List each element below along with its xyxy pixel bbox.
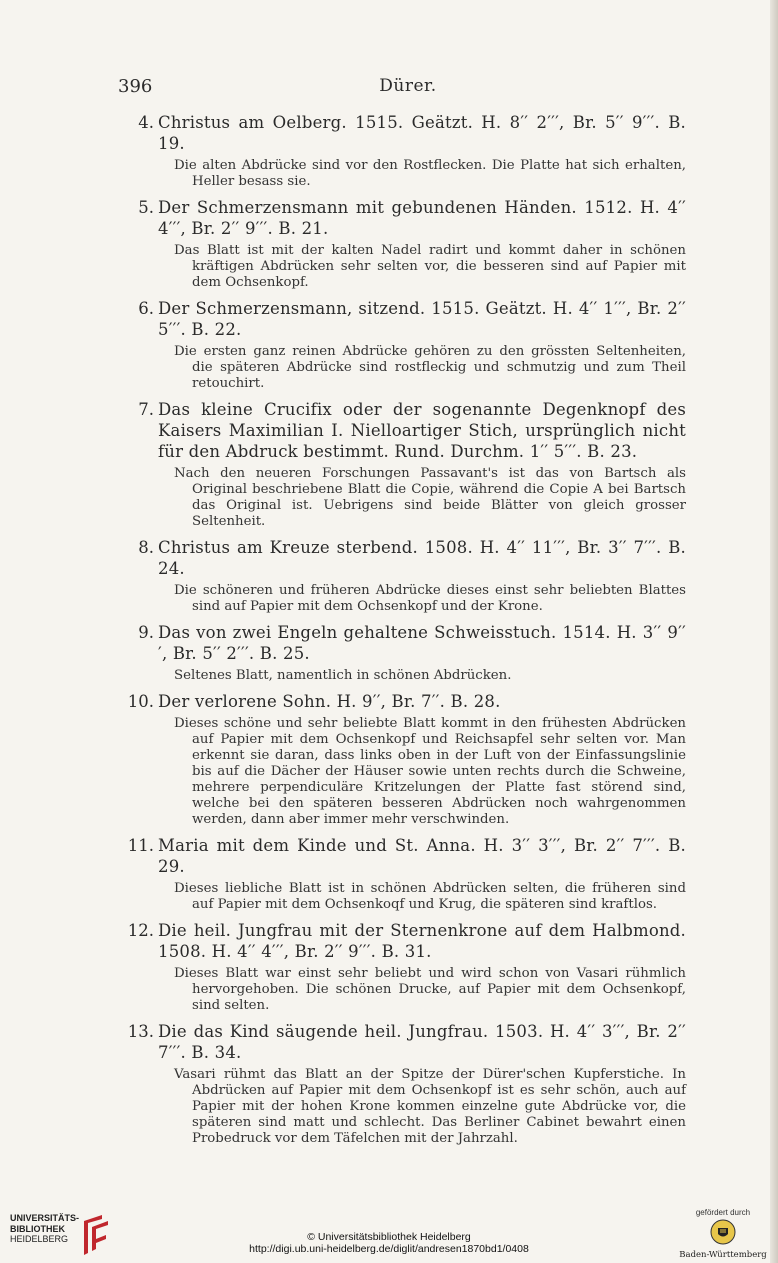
entry-note: Dieses schöne und sehr beliebte Blatt kommt in den frühesten Abdrücken auf Papier mit dem Ochsenkopf und Reichsapfel sehr selten vor. Man erkennt sie daran, dass links oben in der Luft von der Einfassungslinie bis auf die Dächer der Häuser sowie unten rechts durch die Schweine, mehrere perpendiculäre Kritzelungen der Platte fast störend sind, welche bei den späteren besseren Abdrücken noch wahrgenommen werden, dann aber immer mehr verschwinden. [174,716,686,827]
entry-note: Die alten Abdrücke sind vor den Rostflecken. Die Platte hat sich erhalten, Heller besass sie. [174,158,686,189]
entry-title: Christus am Kreuze sterbend. 1508. H. 4′′ 11′′′, Br. 3′′ 7′′′. B. 24. [158,538,686,578]
entry-note: Nach den neueren Forschungen Passavant's ist das von Bartsch als Original beschriebene Blatt die Copie, während die Copie A bei Bartsch das Original ist. Uebrigens sind beide Blätter von gleich grosser Seltenheit. [174,466,686,529]
permalink-url[interactable]: http://digi.ub.uni-heidelberg.de/diglit/andresen1870bd1/0408 [249,1243,529,1255]
catalogue-entry [118,691,686,828]
catalogue-entry [118,298,686,392]
entry-title: Das kleine Crucifix oder der sogenannte Degenknopf des Kaisers Maximilian I. Nielloartiger Stich, ursprünglich nicht für den Abdruck bestimmt. Rund. Durchm. 1′′ 5′′′. B. 23. [158,400,686,461]
library-name-line: UNIVERSITÄTS- [10,1213,80,1223]
entry-note: Das Blatt ist mit der kalten Nadel radirt und kommt daher in schönen kräftigen Abdrücken sehr selten vor, die besseren sind auf Papier mit dem Ochsenkopf. [174,243,686,290]
entry-number: 10. [127,692,154,711]
funder-name: Baden-Württemberg [679,1250,767,1260]
catalogue-entry [118,920,686,1014]
entry-title: Der verlorene Sohn. H. 9′′, Br. 7′′. B. 28. [158,692,501,711]
entry-note: Die schöneren und früheren Abdrücke dieses einst sehr beliebten Blattes sind auf Papier mit dem Ochsenkopf und der Krone. [174,583,686,614]
entry-title: Die das Kind säugende heil. Jungfrau. 1503. H. 4′′ 3′′′, Br. 2′′ 7′′′. B. 34. [158,1022,686,1062]
entry-title: Die heil. Jungfrau mit der Sternenkrone auf dem Halbmond. 1508. H. 4′′ 4′′′, Br. 2′′ 9′′′. B. 31. [158,921,686,961]
entry-title: Der Schmerzensmann mit gebundenen Händen. 1512. H. 4′′ 4′′′, Br. 2′′ 9′′′. B. 21. [158,198,686,238]
entry-number: 11. [127,836,154,855]
entry-number: 12. [127,921,154,940]
catalogue-entry [118,399,686,530]
running-head [118,76,698,98]
entry-number: 4. [138,113,154,132]
entry-title: Der Schmerzensmann, sitzend. 1515. Geätzt. H. 4′′ 1′′′, Br. 2′′ 5′′′. B. 22. [158,299,686,339]
entry-title: Christus am Oelberg. 1515. Geätzt. H. 8′′ 2′′′, Br. 5′′ 9′′′. B. 19. [158,113,686,153]
funder-label: gefördert durch [695,1208,751,1217]
catalogue-entry [118,1021,686,1147]
catalogue-entries [118,112,686,1154]
funder-block [678,1208,768,1260]
page-edge-shadow [770,0,778,1263]
catalogue-entry [118,537,686,615]
entry-number: 7. [138,400,154,419]
entry-number: 6. [138,299,154,318]
entry-note: Dieses Blatt war einst sehr beliebt und wird schon von Vasari rühmlich hervorgehoben. Die schönen Drucke, auf Papier mit dem Ochsenkopf, sind selten. [174,966,686,1013]
entry-number: 9. [138,623,154,642]
entry-number: 13. [127,1022,154,1041]
entry-note: Vasari rühmt das Blatt an der Spitze der Dürer'schen Kupferstiche. In Abdrücken auf Papier mit dem Ochsenkopf ist es sehr schön, auch auf Papier mit der hohen Krone kommen einzelne gute Abdrücke vor, die späteren sind matt und schlecht. Das Berliner Cabinet bewahrt einen Probedruck vor dem Täfelchen mit der Jahrzahl. [174,1067,686,1146]
library-name-line: BIBLIOTHEK [10,1223,65,1234]
entry-number: 5. [138,198,154,217]
copyright-block [0,1231,778,1255]
page-number: 396 [118,76,153,97]
catalogue-entry [118,112,686,190]
copyright-text: © Universitätsbibliothek Heidelberg [307,1231,471,1243]
entry-note: Seltenes Blatt, namentlich in schönen Abdrücken. [174,668,512,683]
catalogue-entry [118,197,686,291]
entry-title: Das von zwei Engeln gehaltene Schweisstuch. 1514. H. 3′′ 9′′′, Br. 5′′ 2′′′. B. 25. [158,623,686,663]
digitization-footer [0,1205,778,1263]
entry-number: 8. [138,538,154,557]
library-name-line: HEIDELBERG [10,1234,69,1244]
catalogue-entry [118,622,686,684]
running-title: Dürer. [379,76,437,96]
entry-note: Die ersten ganz reinen Abdrücke gehören zu den grössten Seltenheiten, die späteren Abdrücke sind rostfleckig und schmutzig und zum Theil retouchirt. [174,344,686,391]
entry-note: Dieses liebliche Blatt ist in schönen Abdrücken selten, die früheren sind auf Papier mit dem Ochsenkoqf und Krug, die späteren sind kraftlos. [174,881,686,912]
state-coat-of-arms-icon [710,1219,736,1245]
catalogue-entry [118,835,686,913]
entry-title: Maria mit dem Kinde und St. Anna. H. 3′′ 3′′′, Br. 2′′ 7′′′. B. 29. [158,836,686,876]
